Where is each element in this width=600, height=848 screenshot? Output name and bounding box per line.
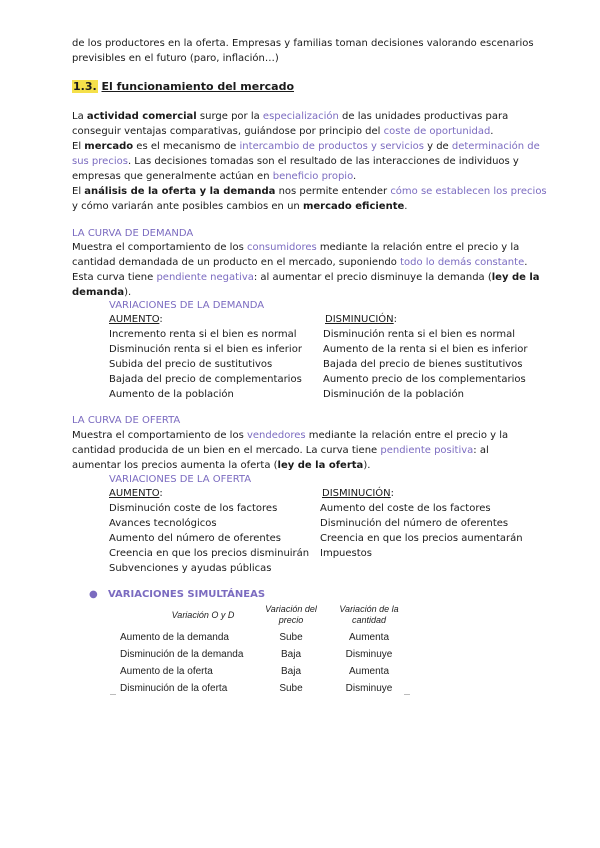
demand-line-4: demanda).: [72, 287, 132, 298]
list-item: Aumento de la población: [109, 389, 234, 400]
supply-decrease-label: DISMINUCIÓN:: [322, 488, 395, 499]
list-item: Aumento del número de oferentes: [109, 533, 281, 544]
demand-variations-title: VARIACIONES DE LA DEMANDA: [109, 300, 265, 311]
supply-line-3: aumentar los precios aumenta la oferta (ley de la oferta).: [72, 460, 371, 471]
supply-variations-title: VARIACIONES DE LA OFERTA: [109, 474, 252, 485]
list-item: Bajada del precio de complementarios: [109, 374, 302, 385]
demand-heading: LA CURVA DE DEMANDA: [72, 228, 194, 239]
list-item: Creencia en que los precios disminuirán: [109, 548, 310, 559]
demand-increase-label: AUMENTO:: [109, 314, 163, 325]
section-heading: [72, 80, 294, 93]
demand-decrease-list: [323, 327, 528, 402]
demand-increase-list: [109, 327, 302, 402]
list-item: Disminución coste de los factores: [109, 503, 278, 514]
list-item: Subida del precio de sustitutivos: [109, 359, 273, 370]
table-header-quantity: Variación de la cantidad: [339, 604, 399, 625]
list-item: Disminución renta si el bien es inferior: [109, 344, 302, 355]
list-item: Disminución de la población: [323, 389, 465, 400]
supply-increase-label: AUMENTO:: [109, 488, 163, 499]
list-item: Disminución del número de oferentes: [320, 518, 509, 529]
demand-line-1: Muestra el comportamiento de los consumidores mediante la relación entre el precio y la: [72, 242, 520, 253]
bullet-icon: ●: [89, 589, 98, 600]
para-line-7: y cómo variarán ante posibles cambios en un mercado eficiente.: [72, 201, 408, 212]
table-header-price: Variación del precio: [265, 604, 317, 625]
section-title: El funcionamiento del mercado: [101, 80, 295, 93]
demand-line-2: cantidad demandada de un producto en el mercado, suponiendo todo lo demás constante.: [72, 257, 528, 268]
supply-heading: LA CURVA DE OFERTA: [72, 415, 181, 426]
para-line-6: El análisis de la oferta y la demanda nos permite entender cómo se establecen los precios: [72, 186, 547, 197]
list-item: Impuestos: [320, 548, 372, 559]
demand-decrease-label: DISMINUCIÓN:: [325, 314, 398, 325]
list-item: Disminución renta si el bien es normal: [323, 329, 516, 340]
para-line-5: empresas que generalmente actúan en beneficio propio.: [72, 171, 357, 182]
supply-line-1: Muestra el comportamiento de los vendedores mediante la relación entre el precio y la: [72, 430, 509, 441]
para-line-3: El mercado es el mecanismo de intercambio de productos y servicios y de determinación de: [72, 141, 540, 152]
simultaneous-heading: VARIACIONES SIMULTÁNEAS: [108, 589, 266, 600]
list-item: Avances tecnológicos: [109, 518, 217, 529]
para-line-4: sus precios. Las decisiones tomadas son el resultado de las interacciones de individuos y: [72, 156, 519, 167]
table-corner-mark: [404, 694, 410, 695]
intro-line-1: de los productores en la oferta. Empresas y familias toman decisiones valorando escenarios: [72, 38, 534, 49]
document-page: de los productores en la oferta. Empresas y familias toman decisiones valorando escenarios previsibles en el futuro (paro, inflación…) 1.3. El funcionamiento del mercado La actividad comercial surge por la especialización de las unidades productivas para conseguir ventajas comparativas, guiándose por principio del coste de oportunidad. El mercado es el mecanismo de intercambio de productos y servicios y de determinación de sus precios. Las decisiones tomadas son el resultado de las interacciones de individuos y empresas que generalmente actúan en beneficio propio. El análisis de la oferta y la demanda nos permite entender cómo se establecen los precios y cómo variarán ante posibles cambios en un mercado eficiente. LA CURVA DE DEMANDA Muestra el comportamiento de los consumidores mediante la relación entre el precio y la cantidad demandada de un producto en el mercado, suponiendo todo lo demás constante. Esta curva tiene pendiente negativa: al aumentar el precio disminuye la demanda (ley de la demanda). VARIACIONES DE LA DEMANDA AUMENTO: DISMINUCIÓN: Incremento renta si el bien es normal Disminución renta si el bien es inferior Subida del precio de sustitutivos Bajada del precio de complementarios Aumento de la población Disminución renta si el bien es normal Aumento de la renta si el bien es inferior Bajada del precio de bienes sustitutivos Aumento precio de los complementarios Disminución de la población LA CURVA DE OFERTA Muestra el comportamiento de los vendedores mediante la relación entre el precio y la cantidad producida de un bien en el mercado. La curva tiene pendiente positiva: al aumentar los precios aumenta la oferta (ley de la oferta). VARIACIONES DE LA OFERTA AUMENTO: DISMINUCIÓN: Disminución coste de los factores Avances tecnológicos Aumento del número de oferentes Creencia en que los precios disminuirán Subvenciones y ayudas públicas Aumento del coste de los factores Disminución del número de oferentes Creencia en que los precios aumentarán Impuestos ● VARIACIONES SIMULTÁNEAS Variación O y D Variación del precio Variación de la cantidad Aumento de la demanda Sube Aumenta Disminución de la demanda Baja Disminuye Aumento de la oferta Baja Aumenta Disminución de la oferta Sube Disminuye: [72, 38, 547, 694]
supply-line-2: cantidad producida de un bien en el mercado. La curva tiene pendiente positiva: al: [72, 445, 489, 456]
supply-decrease-list: [320, 501, 523, 561]
list-item: Subvenciones y ayudas públicas: [109, 563, 272, 574]
list-item: Aumento de la renta si el bien es inferior: [323, 344, 528, 355]
para-line-1: La actividad comercial surge por la especialización de las unidades productivas para: [72, 111, 509, 122]
table-header-variation: Variación O y D: [171, 610, 235, 620]
list-item: Bajada del precio de bienes sustitutivos: [323, 359, 523, 370]
list-item: Aumento del coste de los factores: [320, 503, 491, 514]
list-item: Incremento renta si el bien es normal: [109, 329, 297, 340]
demand-line-3: Esta curva tiene pendiente negativa: al aumentar el precio disminuye la demanda (ley de la: [72, 272, 540, 283]
list-item: Creencia en que los precios aumentarán: [320, 533, 523, 544]
list-item: Aumento precio de los complementarios: [323, 374, 526, 385]
supply-increase-list: [109, 501, 309, 576]
table-corner-mark: [110, 694, 116, 695]
intro-line-2: previsibles en el futuro (paro, inflación…): [72, 53, 279, 64]
section-number: 1.3.: [73, 80, 97, 93]
para-line-2: conseguir ventajas comparativas, guiándose por principio del coste de oportunidad.: [72, 126, 494, 137]
